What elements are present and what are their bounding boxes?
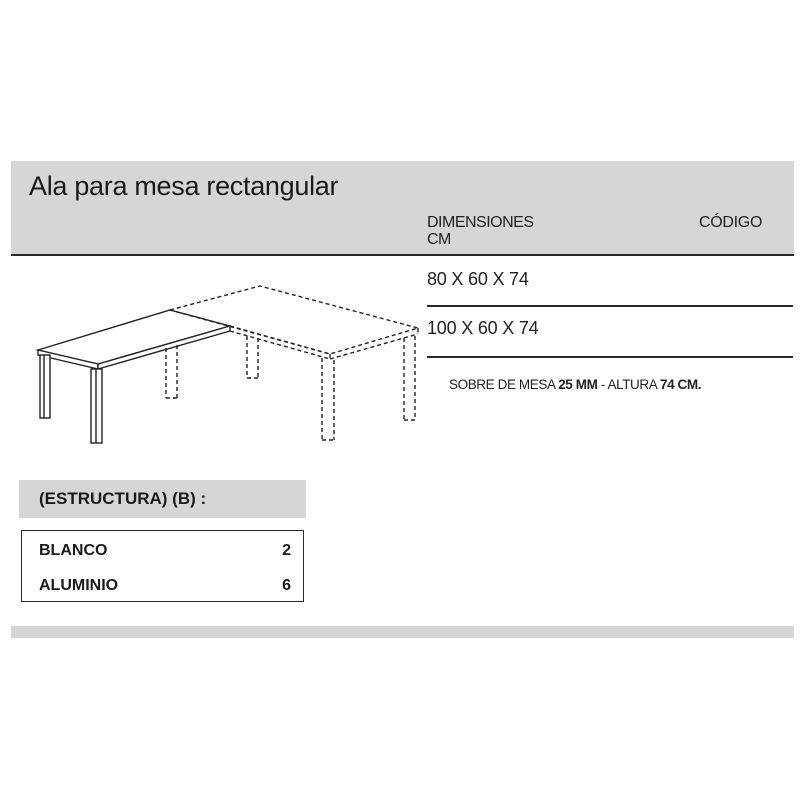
dimension-size: 100 X 60 X 74	[427, 318, 539, 338]
structure-header	[19, 480, 306, 518]
structure-options-table	[21, 530, 304, 602]
desk-with-return-drawing-icon	[30, 278, 430, 448]
structure-title: (ESTRUCTURA) (B) :	[39, 489, 207, 508]
dimensions-label	[427, 214, 577, 248]
note-middle: - ALTURA	[597, 377, 660, 392]
dimensions-label-line1: DIMENSIONES	[427, 214, 534, 231]
structure-option-row	[39, 577, 291, 595]
structure-option-name: ALUMINIO	[39, 577, 119, 594]
note-height-value: 74 CM.	[659, 377, 702, 392]
structure-option-value: 6	[282, 577, 291, 594]
code-label: CÓDIGO	[699, 214, 763, 231]
row-divider	[427, 356, 793, 358]
dimensions-label-line2: CM	[427, 231, 451, 248]
note-prefix: SOBRE DE MESA	[449, 377, 559, 392]
product-title: Ala para mesa rectangular	[29, 171, 339, 201]
spec-note	[449, 377, 701, 392]
dimension-size: 80 X 60 X 74	[427, 269, 529, 289]
structure-option-value: 2	[282, 542, 291, 559]
note-top-value: 25 MM	[558, 377, 598, 392]
structure-option-name: BLANCO	[39, 542, 108, 559]
footer-bar	[11, 626, 794, 638]
dimension-row	[427, 269, 793, 290]
dimension-row	[427, 318, 793, 339]
row-divider	[427, 305, 793, 307]
structure-option-row	[39, 542, 291, 560]
product-header	[11, 161, 794, 256]
